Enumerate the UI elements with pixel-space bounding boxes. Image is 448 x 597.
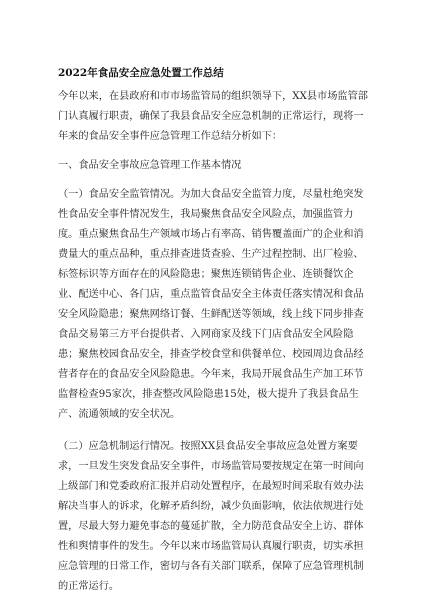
paragraph-line: 求，一旦发生突发食品安全事件，市场监管局要按规定在第一时间向 (58, 461, 364, 472)
paragraph-line: 性和舆情事件的发生。今年以来市场监管局认真履行职责，切实承担 (58, 541, 364, 552)
paragraph-line: 食品交易第三方平台提供者、入网商家及线下门店食品安全风险隐 (58, 329, 354, 340)
paragraph-line: （一）食品安全监管情况。为加大食品安全监管力度，尽量杜绝突发 (58, 189, 364, 200)
paragraph-food-safety-supervision (58, 185, 390, 425)
spacer (58, 425, 390, 437)
section-heading-text: 一、食品安全事故应急管理工作基本情况 (58, 160, 242, 171)
paragraph-line: 患；聚焦校园食品安全，排查学校食堂和供餐单位、校园周边食品经 (58, 349, 364, 360)
paragraph-line: 性食品安全事件情况发生，我局聚焦食品安全风险点，加强监管力 (58, 209, 354, 220)
paragraph-line: 营者存在的食品安全风险隐患。今年来，我局开展食品生产加工环节 (58, 369, 364, 380)
paragraph-line: （二）应急机制运行情况。按照XX县食品安全事故应急处置方案要 (58, 441, 358, 452)
paragraph-line: 业、配送中心、各门店，重点监管食品安全主体责任落实情况和食品 (58, 289, 364, 300)
paragraph-emergency-mechanism (58, 437, 390, 597)
intro-line: 门认真履行职责，确保了我县食品安全应急机制的正常运行，现将一 (58, 111, 364, 122)
intro-line: 今年以来，在县政府和市市场监管局的组织领导下，XX县市场监管部 (58, 91, 368, 102)
paragraph-line: 应急管理的日常工作，密切与各有关部门联系，保障了应急管理机制 (58, 561, 364, 572)
spacer (58, 176, 390, 185)
paragraph-line: 费量大的重点品种，重点排查进货查验、生产过程控制、出厂检验、 (58, 249, 364, 260)
document-page (58, 63, 390, 597)
paragraph-line: 产、流通领域的安全状况。 (58, 409, 181, 420)
intro-line: 年来的食品安全事件应急管理工作总结分析如下： (58, 131, 283, 142)
paragraph-line: 解决当事人的诉求，化解矛盾纠纷，减少负面影响，依法依规进行处 (58, 501, 364, 512)
paragraph-line: 标签标识等方面存在的风险隐患；聚焦连锁销售企业、连锁餐饮企 (58, 269, 354, 280)
intro-paragraph (58, 87, 390, 147)
paragraph-line: 置，尽最大努力避免事态的蔓延扩散，全力防范食品安全上访、群体 (58, 521, 364, 532)
section-heading (58, 156, 390, 176)
spacer (58, 147, 390, 156)
document-title: 2022年食品安全应急处置工作总结 (58, 67, 224, 79)
paragraph-line: 度。重点聚焦食品生产领域市场占有率高、销售覆盖面广的企业和消 (58, 229, 364, 240)
paragraph-line: 安全风险隐患；聚焦网络订餐、生鲜配送等领域，线上线下同步排查 (58, 309, 364, 320)
paragraph-line: 上级部门和党委政府汇报并启动处置程序，在最短时间采取有效办法 (58, 481, 364, 492)
paragraph-line: 监督检查95家次，排查整改风险隐患15处，极大提升了我县食品生 (58, 389, 359, 400)
paragraph-line: 的正常运行。 (58, 581, 120, 592)
